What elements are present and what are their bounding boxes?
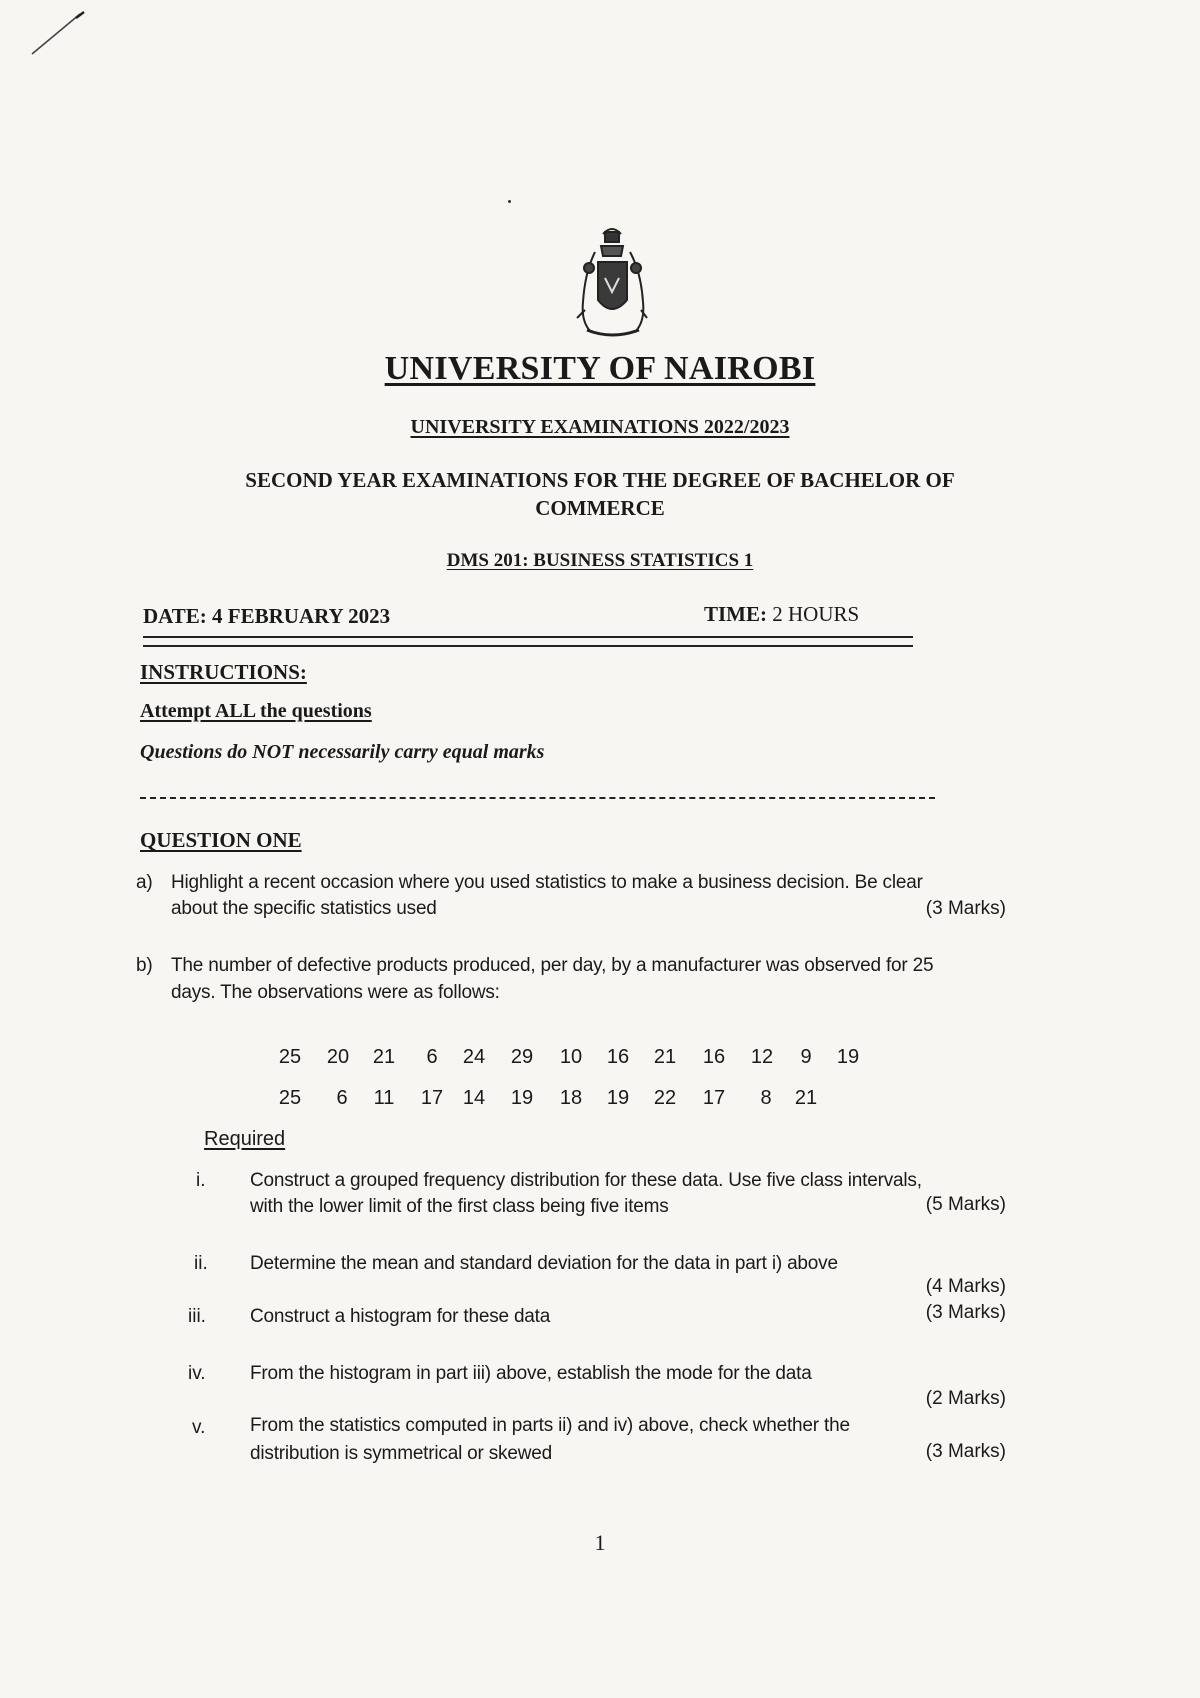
part-v-line-1: From the statistics computed in parts ii) and iv) above, check whether the [250, 1415, 850, 1436]
part-v-number: v. [192, 1417, 206, 1438]
degree-line-1: SECOND YEAR EXAMINATIONS FOR THE DEGREE OF BACHELOR OF [245, 468, 955, 492]
part-a-line-1: Highlight a recent occasion where you used statistics to make a business decision. Be clear [171, 872, 923, 893]
data-value: 18 [559, 1087, 583, 1109]
double-divider [143, 636, 913, 647]
part-i-number: i. [196, 1170, 206, 1191]
degree-line-2: COMMERCE [535, 496, 665, 520]
data-value: 11 [373, 1087, 395, 1109]
data-value: 21 [653, 1046, 677, 1068]
part-i-marks: (5 Marks) [925, 1194, 1006, 1215]
data-value: 22 [653, 1087, 677, 1109]
pen-stroke-mark [28, 8, 88, 58]
data-value: 6 [336, 1087, 348, 1109]
time-label: TIME: [704, 602, 767, 626]
stray-dot [508, 200, 511, 203]
part-i-line-1: Construct a grouped frequency distribution for these data. Use five class intervals, [250, 1170, 922, 1191]
part-ii-number: ii. [194, 1253, 208, 1274]
data-value: 9 [800, 1046, 812, 1068]
part-iii-number: iii. [188, 1306, 206, 1327]
part-iii-line-1: Construct a histogram for these data [250, 1306, 551, 1327]
instructions-title: INSTRUCTIONS: [140, 660, 307, 684]
part-a-line-2: about the specific statistics used [171, 898, 437, 919]
data-value: 19 [836, 1046, 860, 1068]
part-iv-number: iv. [188, 1363, 206, 1384]
instruction-line-2: Questions do NOT necessarily carry equal marks [140, 741, 545, 763]
data-value: 8 [760, 1087, 772, 1109]
exam-time [704, 602, 859, 627]
course-title: DMS 201: BUSINESS STATISTICS 1 [446, 550, 754, 571]
part-ii-marks: (4 Marks) [925, 1276, 1006, 1297]
part-iv-line-1: From the histogram in part iii) above, establish the mode for the data [250, 1363, 812, 1384]
part-v-line-2: distribution is symmetrical or skewed [250, 1443, 552, 1464]
part-ii-line-1: Determine the mean and standard deviation for the data in part i) above [250, 1253, 838, 1274]
part-v-marks: (3 Marks) [925, 1441, 1006, 1462]
part-i-line-2: with the lower limit of the first class being five items [250, 1196, 669, 1217]
part-b-line-2: days. The observations were as follows: [171, 982, 500, 1003]
data-value: 6 [426, 1046, 438, 1068]
time-value: 2 HOURS [772, 602, 860, 626]
data-value: 20 [326, 1046, 350, 1068]
required-heading: Required [204, 1128, 286, 1150]
dashed-divider [140, 797, 935, 799]
data-value: 14 [462, 1087, 486, 1109]
data-value: 19 [606, 1087, 630, 1109]
part-b-label: b) [136, 955, 153, 976]
data-value: 17 [420, 1087, 444, 1109]
data-value: 24 [462, 1046, 486, 1068]
part-iv-marks: (2 Marks) [925, 1388, 1006, 1409]
part-a-label: a) [136, 872, 153, 893]
part-a-marks: (3 Marks) [925, 898, 1006, 919]
data-value: 19 [510, 1087, 534, 1109]
part-b-line-1: The number of defective products produced, per day, by a manufacturer was observed for 25 [171, 955, 934, 976]
data-value: 16 [702, 1046, 726, 1068]
data-value: 21 [372, 1046, 396, 1068]
data-value: 17 [702, 1087, 726, 1109]
university-name: UNIVERSITY OF NAIROBI [384, 350, 816, 387]
question-one-title: QUESTION ONE [140, 828, 302, 852]
data-value: 12 [750, 1046, 774, 1068]
page-number: 1 [594, 1530, 606, 1555]
university-crest-icon [565, 222, 660, 340]
data-value: 10 [559, 1046, 583, 1068]
part-iii-marks: (3 Marks) [925, 1302, 1006, 1323]
exam-date: DATE: 4 FEBRUARY 2023 [143, 604, 391, 628]
instruction-line-1: Attempt ALL the questions [140, 700, 372, 722]
data-value: 16 [606, 1046, 630, 1068]
data-value: 25 [278, 1046, 302, 1068]
data-value: 21 [794, 1087, 818, 1109]
data-value: 29 [510, 1046, 534, 1068]
exam-title: UNIVERSITY EXAMINATIONS 2022/2023 [410, 416, 790, 438]
degree-title [170, 466, 1030, 522]
data-value: 25 [278, 1087, 302, 1109]
